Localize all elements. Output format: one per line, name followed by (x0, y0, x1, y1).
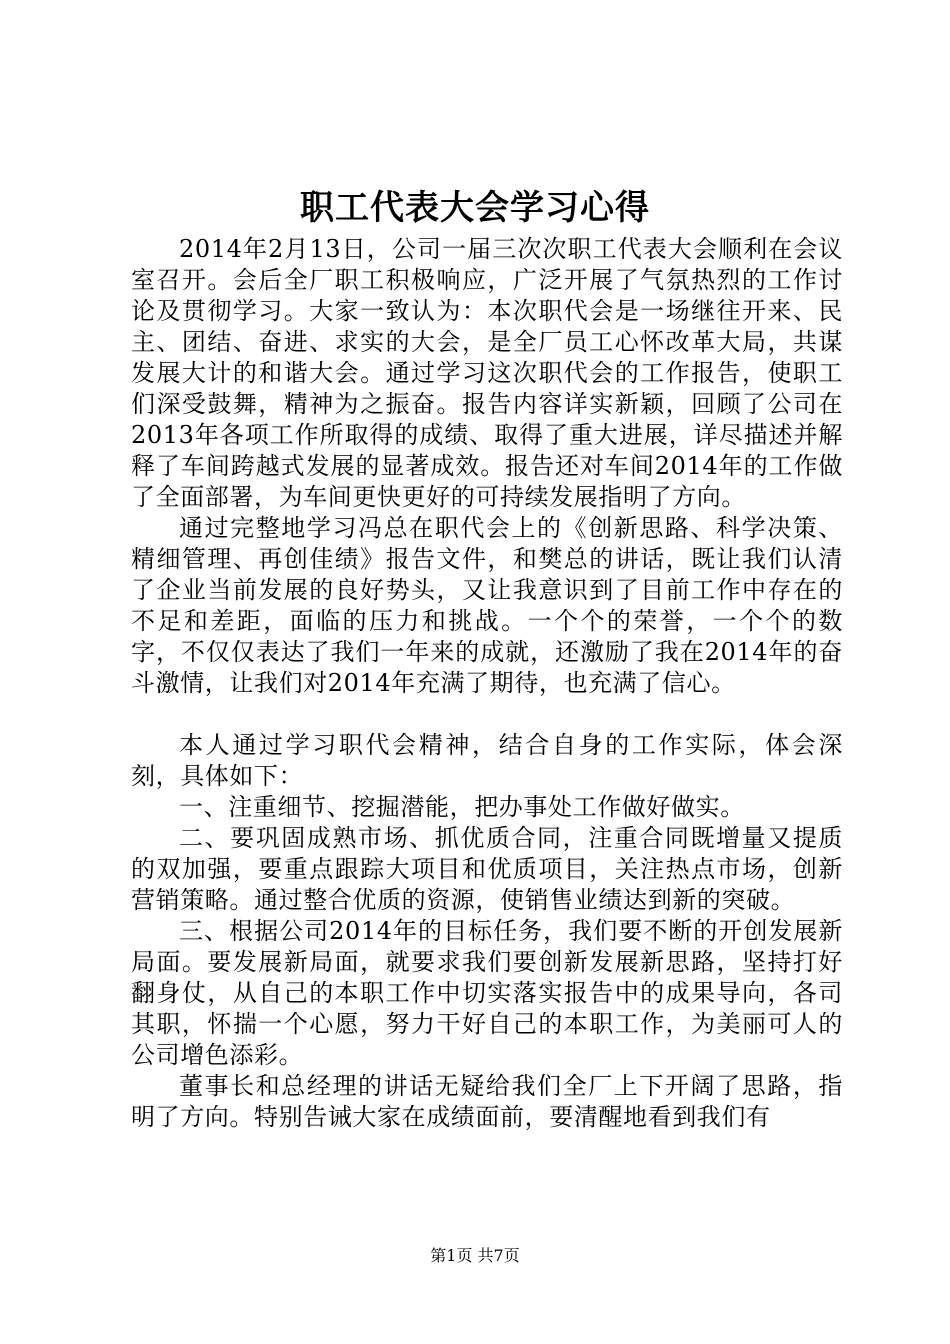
paragraph-meeting-summary: 2014年2月13日，公司一届三次次职工代表大会顺利在会议室召开。会后全厂职工积极响应，广泛开展了气氛热烈的工作讨论及贯彻学习。大家一致认为：本次职代会是一场继往开来、民主、团结、奋进、求实的大会，是全厂员工心怀改革大局，共谋发展大计的和谐大会。通过学习这次职代会的工作报告，使职工们深受鼓舞，精神为之振奋。报告内容详实新颖，回顾了公司在2013年各项工作所取得的成绩、取得了重大进展，详尽描述并解释了车间跨越式发展的显著成效。报告还对车间2014年的工作做了全面部署，为车间更快更好的可持续发展指明了方向。 (131, 235, 843, 511)
document-title: 职工代表大会学习心得 (300, 188, 650, 228)
paragraph-point-one: 一、注重细节、挖掘潜能，把办事处工作做好做实。 (179, 793, 745, 821)
paragraph-personal-experience: 本人通过学习职代会精神，结合自身的工作实际，体会深刻，具体如下： (131, 731, 843, 790)
paragraph-spacer (131, 699, 843, 730)
paragraph-point-two: 二、要巩固成熟市场、抓优质合同，注重合同既增量又提质的双加强，要重点跟踪大项目和优质项目，关注热点市场，创新营销策略。通过整合优质的资源，使销售业绩达到新的突破。 (131, 824, 843, 914)
paragraph-point-three: 三、根据公司2014年的目标任务，我们要不断的开创发展新局面。要发展新局面，就要求我们要创新发展新思路，坚持打好翻身仗，从自己的本职工作中切实落实报告中的成果导向，各司其职，怀揣一个心愿，努力干好自己的本职工作，为美丽可人的公司增色添彩。 (131, 917, 843, 1069)
document-body (131, 234, 843, 1133)
page-footer: 第1页 共7页 (430, 1246, 520, 1265)
paragraph-leadership-speech: 董事长和总经理的讲话无疑给我们全厂上下开阔了思路，指明了方向。特别告诫大家在成绩面前，要清醒地看到我们有 (131, 1072, 843, 1131)
paragraph-report-study: 通过完整地学习冯总在职代会上的《创新思路、科学决策、精细管理、再创佳绩》报告文件，和樊总的讲话，既让我们认清了企业当前发展的良好势头，又让我意识到了目前工作中存在的不足和差距，面临的压力和挑战。一个个的荣誉，一个个的数字，不仅仅表达了我们一年来的成就，还激励了我在2014年的奋斗激情，让我们对2014年充满了期待，也充满了信心。 (131, 514, 843, 697)
